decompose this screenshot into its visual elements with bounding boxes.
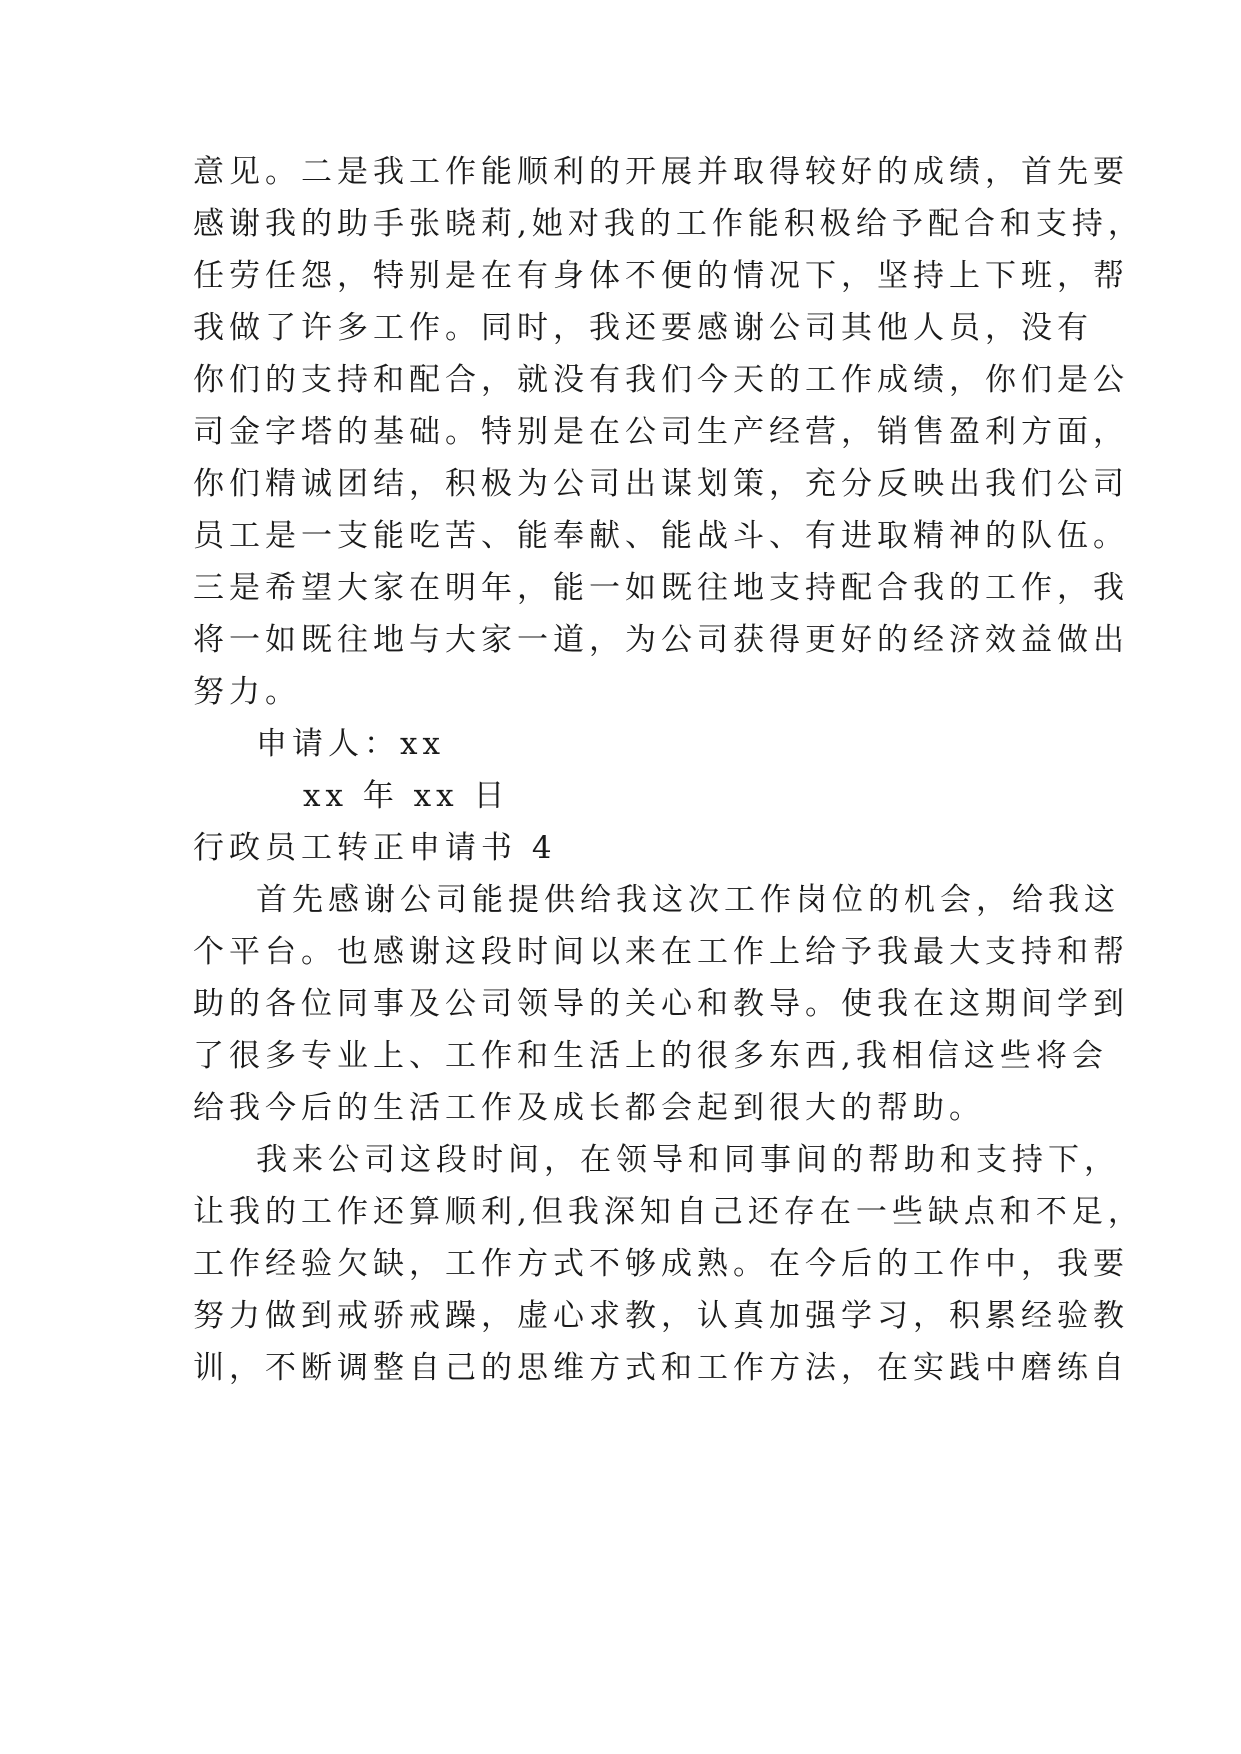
- paragraph-line: 训，不断调整自己的思维方式和工作方法，在实践中磨练自: [193, 1350, 1129, 1386]
- paragraph-line: 你们精诚团结，积极为公司出谋划策，充分反映出我们公司: [193, 466, 1129, 502]
- paragraph-line: 意见。二是我工作能顺利的开展并取得较好的成绩，首先要: [193, 154, 1129, 190]
- signature-date: xx 年 xx 日: [303, 778, 510, 814]
- paragraph-line: 让我的工作还算顺利,但我深知自己还存在一些缺点和不足，: [193, 1194, 1144, 1230]
- paragraph-line: 将一如既往地与大家一道，为公司获得更好的经济效益做出: [193, 622, 1129, 658]
- paragraph-line: 三是希望大家在明年，能一如既往地支持配合我的工作，我: [193, 570, 1129, 606]
- paragraph-line: 了很多专业上、工作和生活上的很多东西,我相信这些将会: [193, 1038, 1108, 1074]
- paragraph-line: 助的各位同事及公司领导的关心和教导。使我在这期间学到: [193, 986, 1129, 1022]
- applicant-signature: 申请人：xx: [256, 726, 445, 762]
- paragraph-line: 首先感谢公司能提供给我这次工作岗位的机会，给我这: [256, 882, 1120, 918]
- paragraph-line: 我做了许多工作。同时，我还要感谢公司其他人员，没有: [193, 310, 1093, 346]
- paragraph-line: 努力做到戒骄戒躁，虚心求教，认真加强学习，积累经验教: [193, 1298, 1129, 1334]
- section-title: 行政员工转正申请书 4: [193, 830, 557, 866]
- paragraph-line: 我来公司这段时间，在领导和同事间的帮助和支持下，: [256, 1142, 1120, 1178]
- paragraph-line: 给我今后的生活工作及成长都会起到很大的帮助。: [193, 1090, 985, 1126]
- paragraph-line: 任劳任怨，特别是在有身体不便的情况下，坚持上下班，帮: [193, 258, 1129, 294]
- paragraph-line: 感谢我的助手张晓莉,她对我的工作能积极给予配合和支持，: [193, 206, 1144, 242]
- paragraph-line: 努力。: [193, 674, 301, 710]
- paragraph-line: 个平台。也感谢这段时间以来在工作上给予我最大支持和帮: [193, 934, 1129, 970]
- paragraph-line: 司金字塔的基础。特别是在公司生产经营，销售盈利方面，: [193, 414, 1129, 450]
- paragraph-line: 你们的支持和配合，就没有我们今天的工作成绩，你们是公: [193, 362, 1129, 398]
- paragraph-line: 员工是一支能吃苦、能奉献、能战斗、有进取精神的队伍。: [193, 518, 1129, 554]
- paragraph-line: 工作经验欠缺，工作方式不够成熟。在今后的工作中，我要: [193, 1246, 1129, 1282]
